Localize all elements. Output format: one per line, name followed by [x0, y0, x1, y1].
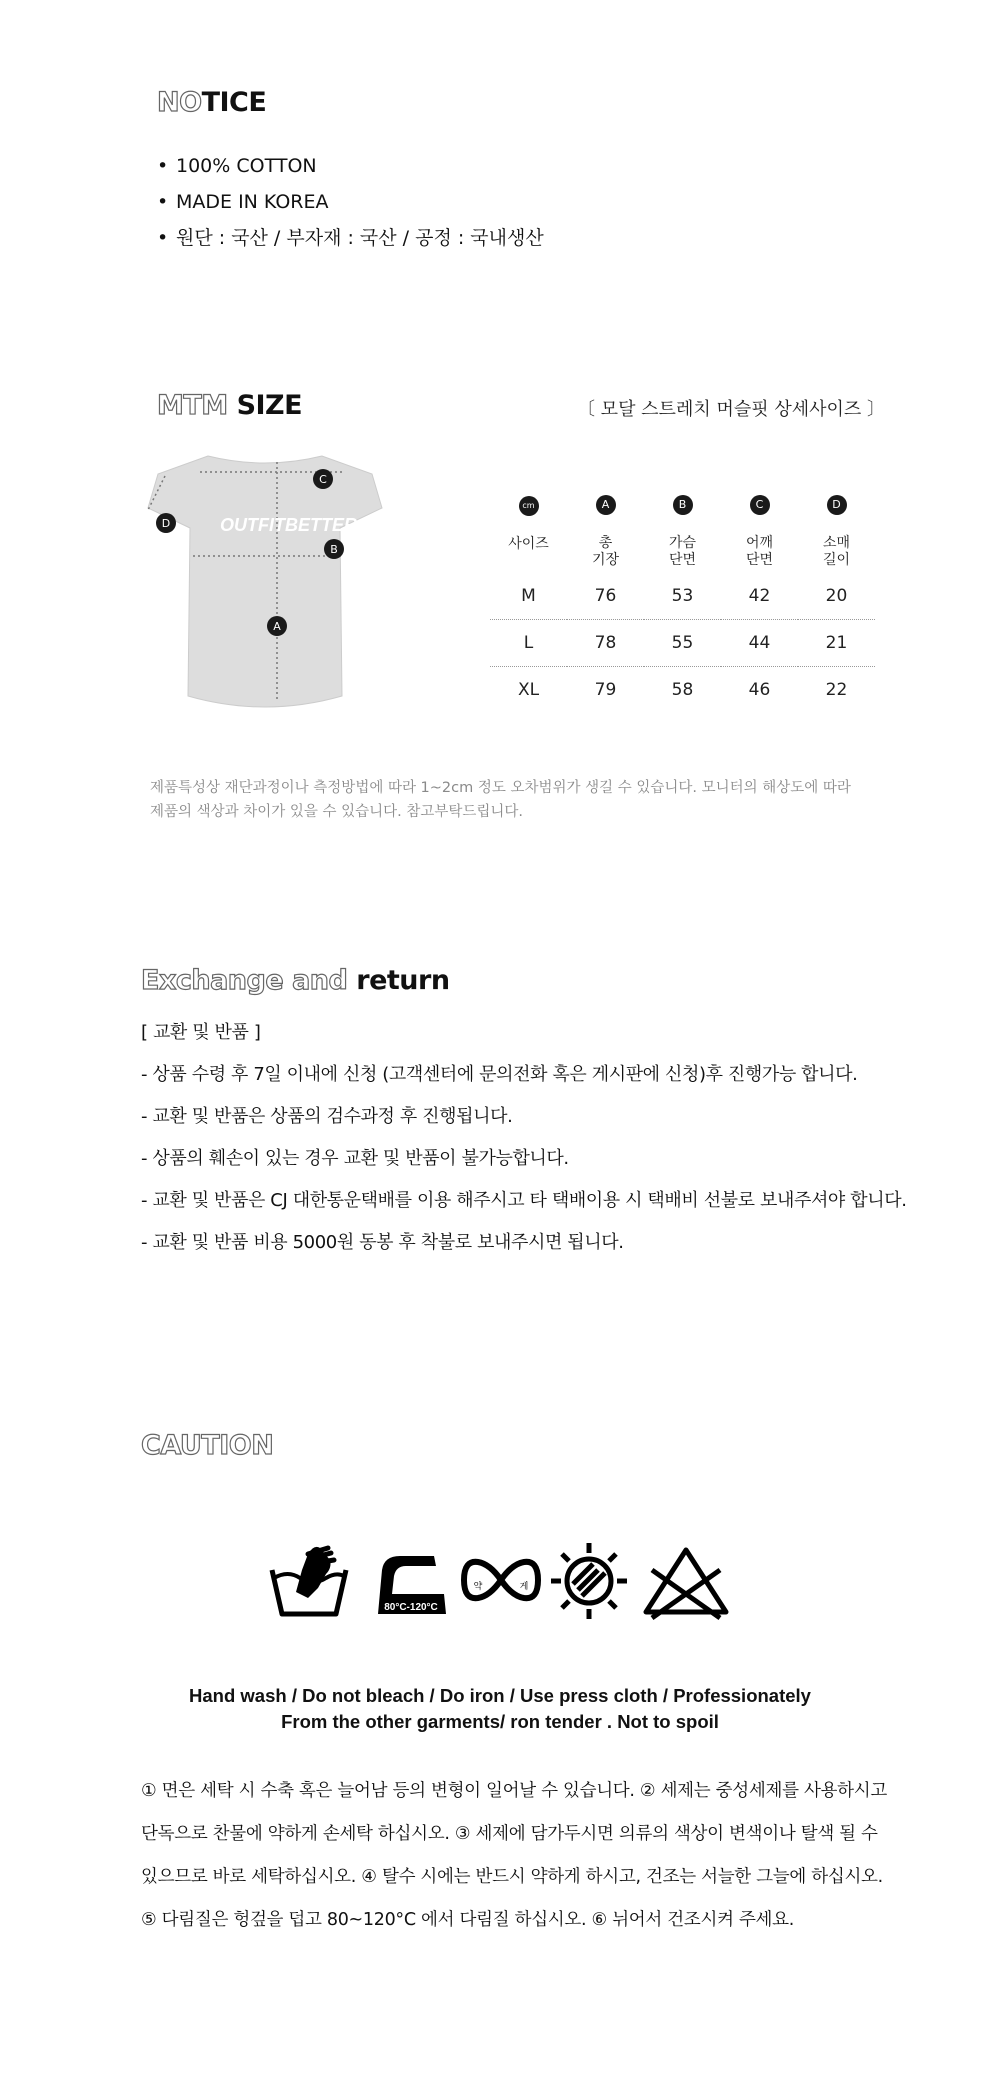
size-subtitle: 〔 모달 스트레치 머슬핏 상세사이즈 〕	[576, 399, 885, 420]
care-english	[0, 1683, 1000, 1735]
wring-text: 게	[519, 1582, 529, 1592]
value-cell: 53	[644, 573, 721, 620]
caution-title: CAUTION	[141, 1430, 274, 1461]
value-cell: 55	[644, 620, 721, 667]
value-cell: 78	[567, 620, 644, 667]
marker-c	[313, 469, 333, 489]
size-header-sleeve: 소매 길이	[822, 535, 851, 568]
care-korean-line: 단독으로 찬물에 약하게 손세탁 하십시오. ③ 세제에 담가두시면 의류의 색상이 변색이나 탈색 될 수	[141, 1824, 878, 1844]
no-sun-dry-icon	[548, 1540, 630, 1622]
care-icons	[268, 1540, 732, 1622]
value-cell: 58	[671, 680, 694, 700]
size-cell: M	[490, 573, 567, 620]
exchange-title	[141, 965, 450, 996]
size-header-total-length: 총 기장	[591, 535, 620, 568]
value-cell: 76	[567, 573, 644, 620]
care-korean-line: ⑤ 다림질은 헝겊을 덥고 80~120°C 에서 다림질 하십시오. ⑥ 뉘어서 건조시켜 주세요.	[141, 1910, 795, 1930]
measure-c-icon: C	[750, 495, 770, 515]
care-korean-line: ① 면은 세탁 시 수축 혹은 늘어남 등의 변형이 일어날 수 있습니다. ② 세제는 중성세제를 사용하시고	[141, 1781, 887, 1801]
value-cell: 21	[798, 620, 875, 667]
care-korean-line: 있으므로 바로 세탁하십시오. ④ 탈수 시에는 반드시 약하게 하시고, 건조는 서늘한 그늘에 하십시오.	[141, 1867, 883, 1887]
exchange-list	[141, 1012, 907, 1264]
measure-b-icon: B	[673, 495, 693, 515]
svg-text:C: C	[319, 473, 327, 486]
notice-item: • MADE IN KOREA	[157, 184, 544, 220]
measure-a-icon: A	[596, 495, 616, 515]
size-cell: XL	[517, 680, 540, 700]
size-header-label: 사이즈	[508, 535, 549, 552]
size-title	[157, 390, 302, 421]
size-cell: L	[490, 620, 567, 667]
wring-text: 약	[473, 1582, 483, 1592]
size-note-line: 제품의 색상과 차이가 있을 수 있습니다. 참고부탁드립니다.	[150, 804, 524, 820]
size-note	[150, 776, 851, 824]
size-table	[490, 489, 875, 713]
table-row	[490, 573, 875, 620]
value-cell: 79	[594, 680, 617, 700]
care-korean	[141, 1770, 887, 1942]
size-table-icon-row	[490, 489, 875, 519]
list-item: - 교환 및 반품은 CJ 대한통운택배를 이용 해주시고 타 택배이용 시 택배비 선불로 보내주셔야 합니다.	[141, 1190, 907, 1211]
marker-a	[267, 616, 287, 636]
size-title-solid: SIZE	[236, 390, 303, 421]
measure-d-icon: D	[827, 495, 847, 515]
shirt-logo: OUTFITBETTER	[220, 515, 357, 535]
table-row	[490, 667, 875, 714]
list-item: - 상품의 훼손이 있는 경우 교환 및 반품이 불가능합니다.	[141, 1148, 569, 1169]
notice-title	[157, 87, 266, 118]
size-header-shoulder: 어깨 단면	[745, 535, 774, 568]
exchange-title-solid: return	[356, 965, 450, 996]
list-item: - 교환 및 반품 비용 5000원 동봉 후 착불로 보내주시면 됩니다.	[141, 1232, 624, 1253]
svg-text:B: B	[330, 543, 338, 556]
marker-d	[156, 513, 176, 533]
notice-list	[157, 148, 544, 256]
size-title-outline: MTM	[157, 390, 228, 421]
list-item: - 상품 수령 후 7일 이내에 신청 (고객센터에 문의전화 혹은 게시판에 신청)후 진행가능 합니다.	[141, 1064, 858, 1085]
iron-temperature-icon	[364, 1540, 458, 1622]
size-header-chest: 가슴 단면	[668, 535, 697, 568]
exchange-bracket: [ 교환 및 반품 ]	[141, 1022, 261, 1043]
care-english-line: Hand wash / Do not bleach / Do iron / Use press cloth / Professionately	[189, 1685, 811, 1706]
shirt-diagram	[145, 448, 410, 718]
notice-item: • 원단 : 국산 / 부자재 : 국산 / 공정 : 국내생산	[157, 220, 544, 256]
svg-text:D: D	[161, 517, 171, 530]
svg-text:A: A	[273, 620, 281, 633]
value-cell: 44	[721, 620, 798, 667]
care-english-line: From the other garments/ ron tender . Not to spoil	[281, 1711, 719, 1732]
list-item: - 교환 및 반품은 상품의 검수과정 후 진행됩니다.	[141, 1106, 513, 1127]
exchange-title-outline: Exchange and	[141, 965, 348, 996]
marker-b	[324, 539, 344, 559]
value-cell: 22	[825, 680, 848, 700]
no-wring-icon	[458, 1554, 544, 1606]
value-cell: 46	[748, 680, 771, 700]
notice-title-outline: NO	[157, 87, 202, 118]
table-row	[490, 620, 875, 667]
value-cell: 42	[721, 573, 798, 620]
notice-title-solid: TICE	[201, 87, 267, 118]
hand-wash-icon	[268, 1540, 350, 1622]
wring-text: 하	[496, 1578, 506, 1588]
no-bleach-icon	[640, 1540, 732, 1622]
iron-temp-label: 80°C-120°C	[384, 1602, 438, 1613]
size-table-header	[490, 519, 875, 573]
value-cell: 20	[798, 573, 875, 620]
notice-item: • 100% COTTON	[157, 148, 544, 184]
size-note-line: 제품특성상 재단과정이나 측정방법에 따라 1~2cm 정도 오차범위가 생길 수 있습니다. 모니터의 해상도에 따라	[150, 780, 851, 796]
cm-unit-icon: cm	[519, 496, 539, 516]
